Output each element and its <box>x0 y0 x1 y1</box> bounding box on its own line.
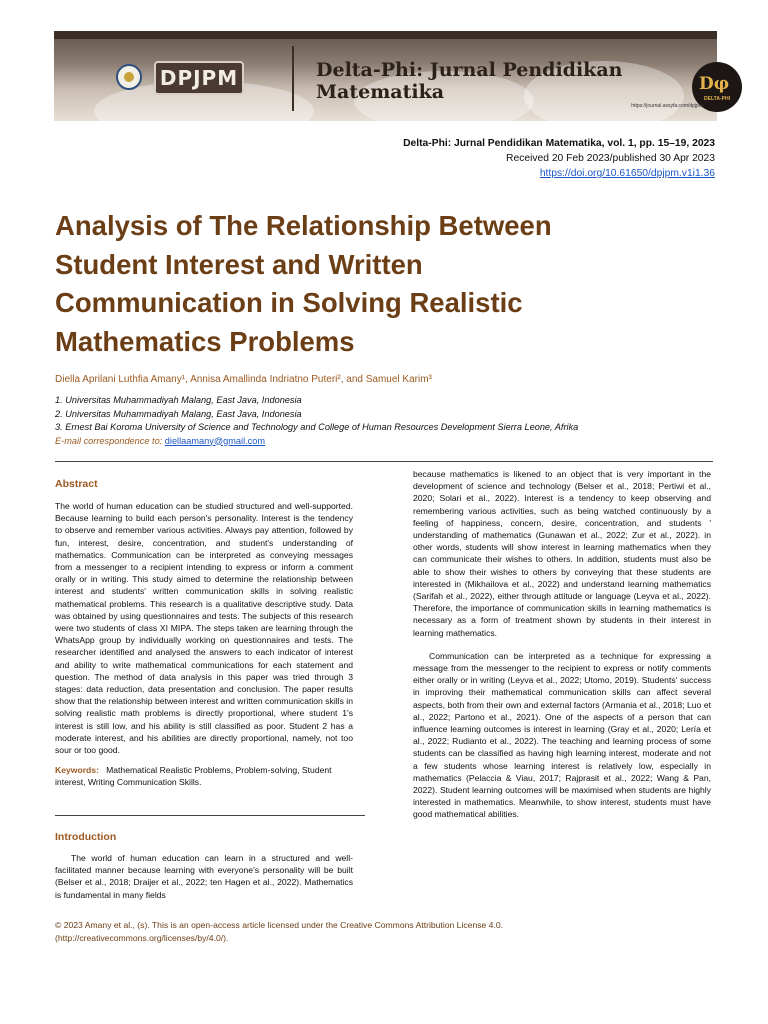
logo-mark: Dφ <box>699 74 730 94</box>
paper-title: Analysis of The Relationship Between Student Interest and Written Communication in Solving Realistic Mathematics Problems <box>55 210 552 357</box>
abstract-divider <box>55 815 365 816</box>
keywords <box>55 764 353 788</box>
author-list: Diella Aprilani Luthfia Amany¹, Annisa Amallinda Indriatno Puteri², and Samuel Karim³ <box>55 374 432 385</box>
banner-top-band <box>54 31 717 39</box>
abstract-heading: Abstract <box>55 478 98 490</box>
keywords-label: Keywords: <box>55 765 99 776</box>
journal-citation: Delta-Phi: Jurnal Pendidikan Matematika, vol. 1, pp. 15–19, 2023 <box>403 138 715 149</box>
logo-text: DELTA-PHI <box>704 96 730 102</box>
university-seal-icon <box>116 64 142 90</box>
affiliation-2: 2. Universitas Muhammadiyah Malang, East Java, Indonesia <box>55 408 302 419</box>
affiliation-1: 1. Universitas Muhammadiyah Malang, East Java, Indonesia <box>55 395 302 405</box>
license-footer: © 2023 Amany et al., (s). This is an open-access article licensed under the Creative Commons Attribution License 4.0. (http://creativecommons.org/licenses/by/4.0/). <box>55 920 504 943</box>
introduction-heading: Introduction <box>55 831 117 843</box>
email-link[interactable]: diellaamany@gmail.com <box>164 435 266 446</box>
right-column <box>413 468 711 821</box>
doi-link[interactable]: https://doi.org/10.61650/dpjpm.v1i1.36 <box>539 168 715 179</box>
body-paragraph: Communication can be interpreted as a technique for expressing a message from the messenger to the recipient to express or notify comments either orally or in writing (Leyva et al., 2022; Utomo, 2019). Students' success in improving their mathematical communication skills can affect several aspects, both from their own and external factors (Armania et al., 2018; Luo et al., 2022; Partono et al., 2021). One of the aspects of a person that can influence learning outcomes is interest in learning (Gray et al., 2020; Lería et al., 2022; Rudianto et al., 2022). The teaching and learning process of some students can be classified as having high learning interest, moderate and not a few students whose learning interest is relatively low, especially in mathematics (Pelaccia & Viau, 2017; Rajprasit et al., 2022; Wang & Pan, 2022). Student learning outcomes will be maximised when students are highly interested in mathematics. Meanwhile, to show interest, students must have good mathematical abilities. <box>413 650 711 820</box>
header-divider <box>55 461 713 462</box>
banner-divider <box>292 46 294 111</box>
email-label: E-mail correspondence to: <box>55 435 165 446</box>
journal-name: Delta-Phi: Jurnal Pendidikan Matematika <box>316 59 623 103</box>
journal-url: https://journal.assyfa.com/dpjpm <box>631 103 703 109</box>
abstract-text: The world of human education can be studied structured and well-supported. Because learning to build each person's personality. Interest is the tendency to observe and remember various activities. Always pay attention, followed by fun, interest, desire, concentration, and student's understanding of mathematics. Communication can be interpreted as conveying messages from a messenger to a recipient intending to express or inform a comment orally or in writing. This study aimed to determine the relationship between interest and students' written communication skills in solving realistic mathematical problems. This research is a qualitative descriptive study. Data was obtained by using questionnaires and tests. The subjects of this research were two students of class XI MIPA. The steps taken are learning through the WhatsApp group by individually working on questionnaires and tests. The researcher identified and analysed the answers to each indicator of interest and ability to write mathematical communications for each statement and question. The method of data analysis in this paper was tried through 3 stages: data reduction, data presentation and conclusion. The paper results show that the relationship between interest and written communication skills in solving realistic math problems is directly proportional, where student 1's interest is still low, and his ability is still classified as poor. Student 2 has a moderate interest, and his abilities are directly proportional, namely, not too sour or too good. <box>55 501 353 756</box>
introduction-section <box>55 831 353 901</box>
affiliations <box>55 394 578 448</box>
affiliation-3: 3. Ernest Bai Koroma University of Science and Technology and College of Human Resources Development Sierra Leone, Afrika <box>55 422 579 432</box>
citation-block <box>403 136 715 181</box>
publication-dates: Received 20 Feb 2023/published 30 Apr 2023 <box>506 153 715 164</box>
body-paragraph: because mathematics is likened to an object that is very important in the development of science and technology (Belser et al., 2018; Pertiwi et al., 2020; Solari et al., 2022). Interest is a tendency to keep observing and remembering various activities, such as being watched continuously by a feeling of happiness, concern, desire, concentration, and students ' understanding of mathematics (Gunawan et al., 2022; Zur et al., 2022). in other words, students will show interest in learning mathematics when they can communicate their wishes to others. In addition, students must also be able to show their wishes to others by conveying that these students are interested in (Mikhailova et al., 2022) and understand learning mathematics (Sarifah et al., 2022), either through attitude or language (Leyva et al., 2022). Therefore, the importance of communication skills in learning mathematics is necessary as a form of treatment shown by students in their interest in learning mathematics. <box>413 469 711 638</box>
journal-banner <box>54 31 730 121</box>
journal-acronym: DPJPM <box>154 61 244 95</box>
keywords-text: Mathematical Realistic Problems, Problem-solving, Student interest, Writing Communication Skills. <box>55 765 332 788</box>
email-correspondence <box>55 435 578 449</box>
introduction-paragraph: The world of human education can learn in a structured and well-facilitated manner because learning with everyone's personality will be built (Belser et al., 2018; Draijer et al., 2022; ten Hagen et al., 2022). Mathematics is fundamental in many fields <box>55 853 353 900</box>
left-column <box>55 478 353 789</box>
